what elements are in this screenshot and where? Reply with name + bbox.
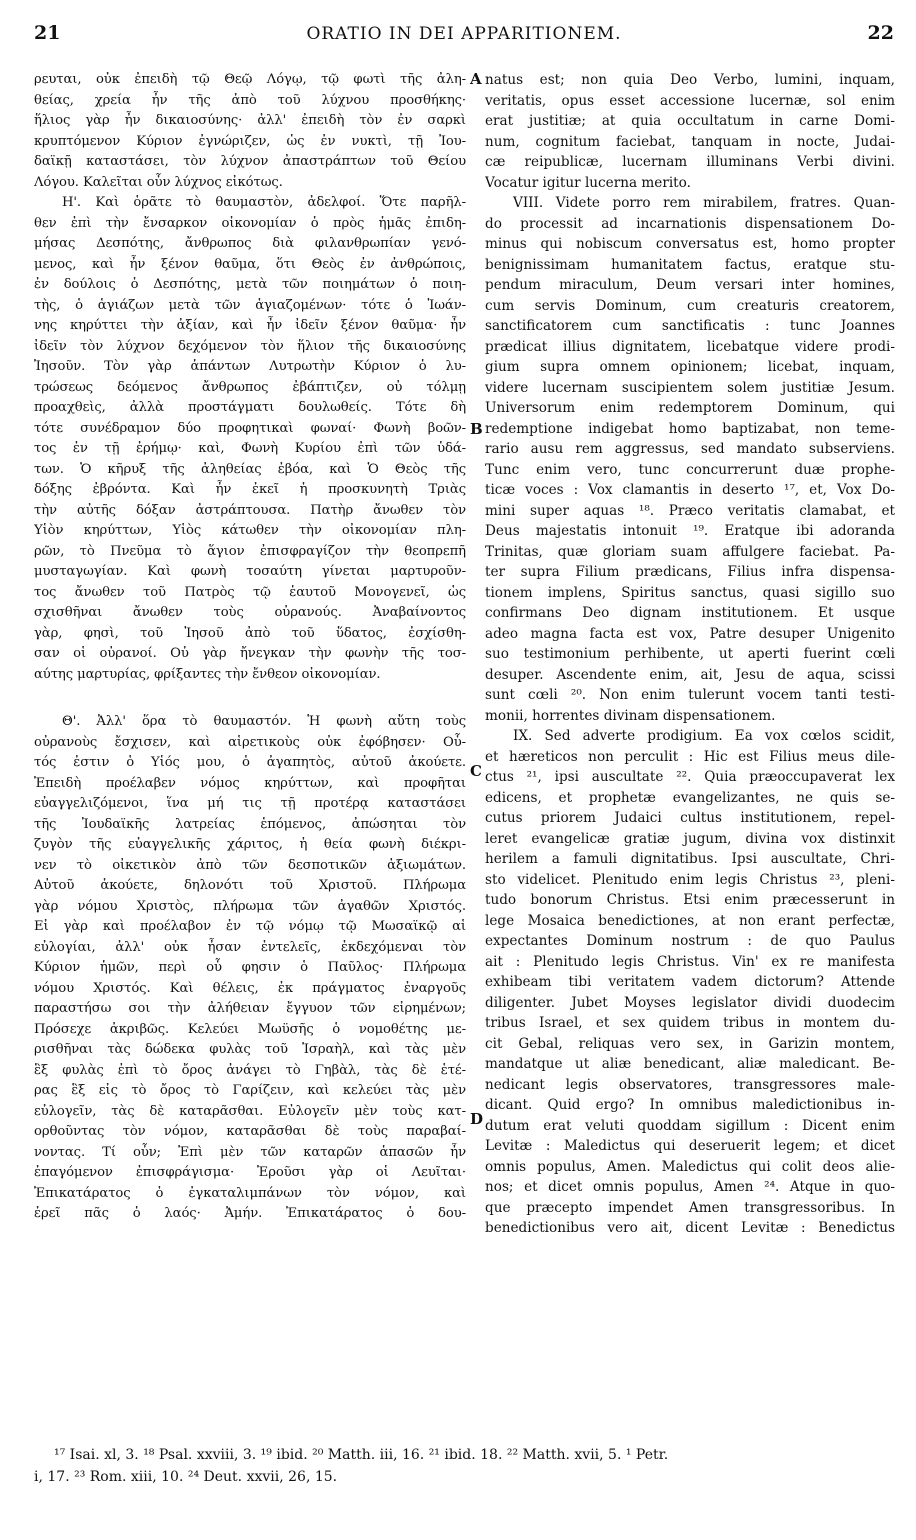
greek-text-line: παραστήσω σοι τὴν ἀλήθειαν ἔγγυον τῶν εἰρημένων;	[34, 1001, 466, 1016]
greek-text-line: δόξης ἐβρόντα. Καὶ ἦν ἐκεῖ ἡ προσκυνητὴ Τριὰς	[34, 482, 466, 497]
greek-text-line: Υἱὸν κηρύττων, Υἱὸς κάτωθεν τὴν οἰκονομίαν πλη-	[34, 523, 466, 538]
latin-text-line: do processit ad incarnationis dispensationem Do-	[485, 215, 895, 232]
latin-text-line: et hæreticos non perculit : Hic est Filius meus dile-	[485, 748, 895, 765]
greek-column	[34, 70, 466, 1225]
latin-text-line: prædicat illius dignitatem, licebatque videre prodi-	[485, 338, 895, 355]
latin-text-line: num, cognitum faciebat, tanquam in nocte, Judai-	[485, 133, 895, 150]
greek-text-line: ρας ἓξ εἰς τὸ ὄρος τὸ Γαρίζειν, καὶ κελεύει τὰς μὲν	[34, 1083, 466, 1098]
greek-text-line: Λόγου. Καλεῖται οὖν λύχνος εἰκότως.	[34, 174, 283, 190]
greek-text-line: Αὐτοῦ ἀκούετε, δηλονότι τοῦ Χριστοῦ. Πλήρωμα	[34, 878, 466, 893]
latin-text-line: lege Mosaica benedictiones, at non erant perfectæ,	[485, 912, 895, 929]
latin-text-line: cæ reipublicæ, lucernam illuminans Verbi divini.	[485, 154, 895, 170]
latin-text-line: dicant. Quid ergo? In omnibus maledictionibus in-	[485, 1097, 895, 1113]
latin-text-line: omnis populus, Amen. Maledictus qui colit deos alie-	[485, 1158, 895, 1175]
latin-text-line: confirmans Deo dignam institutionem. Et usque	[485, 605, 895, 621]
greek-text-line: ρευται, οὐκ ἐπειδὴ τῷ Θεῷ Λόγῳ, τῷ φωτὶ τῆς ἀλη-	[34, 72, 466, 87]
greek-text-line: ἥλιος γὰρ ἦν δικαιοσύνης· ἀλλ' ἐπειδὴ τὸν ἐν σαρκὶ	[34, 113, 466, 128]
greek-text-line: σαν οἱ οὐρανοί. Οὐ γὰρ ἤνεγκαν τὴν φωνὴν τῆς τοσ-	[34, 646, 466, 661]
greek-text-line: Ἐπικατάρατος ὁ ἐγκαταλιμπάνων τὸν νόμον, καὶ	[34, 1185, 466, 1201]
greek-text-line: μήσας Δεσπότης, ἄνθρωπος διὰ φιλανθρωπίαν γενό-	[34, 236, 466, 251]
greek-text-line: δαϊκῇ καταστάσει, τὸν λύχνον ἀπαστράπτων τοῦ Θείου	[34, 154, 466, 169]
latin-text-line: natus est; non quia Deo Verbo, lumini, inquam,	[485, 72, 895, 88]
margin-letter-b: B	[470, 420, 483, 438]
latin-text-line: veritatis, opus esset accessione lucernæ, sol enim	[485, 92, 895, 109]
greek-text-line: αύτης μαρτυρίας, φρίξαντες τὴν ἔνθεον οἰκονομίαν.	[34, 666, 381, 682]
latin-text-line: Vocatur igitur lucerna merito.	[485, 174, 691, 191]
latin-text-line: suo testimonium perhibente, ut aperti fuerint cœli	[485, 646, 895, 662]
latin-text-line: desuper. Ascendente enim, ait, Jesu de aqua, scissi	[485, 666, 895, 683]
greek-text-line: Ἐπειδὴ προέλαβεν νόμος κηρύττων, καὶ προφῆται	[34, 775, 466, 791]
greek-text-line: νόμου Χριστός. Καὶ θέλεις, ἐκ πράγματος ἐναργοῦς	[34, 980, 466, 996]
greek-text-line: τότε συνέδραμον δύο προφητικαὶ φωναί· Φωνὴ βοῶν-	[34, 420, 466, 436]
greek-text-line: Θ'. Ἀλλ' ὅρα τὸ θαυμαστόν. Ἡ φωνὴ αὕτη τοὺς	[62, 714, 466, 729]
greek-text-line: εὐλογίαι, ἀλλ' οὐκ ἦσαν ἐντελεῖς, ἐκδεχόμεναι τὸν	[34, 939, 466, 955]
latin-text-line: benignissimam humanitatem factus, eratque stu-	[485, 256, 895, 273]
greek-text-line: ορθοῦντας τὸν νόμον, καταρᾶσθαι δὲ τοὺς παραβαί-	[34, 1124, 466, 1139]
latin-text-line: redemptione indigebat homo baptizabat, non teme-	[485, 420, 895, 437]
greek-text-line: ρῶν, τὸ Πνεῦμα τὸ ἅγιον ἐπισφραγίζον τὴν θεοπρεπῆ	[34, 543, 466, 559]
greek-text-line: ἰδεῖν τὸν λύχνον δεχόμενον τὸν ἥλιον τῆς δικαιοσύνης	[34, 338, 466, 354]
greek-text-line: κρυπτόμενον Κύριον ἐγνώριζεν, ὡς ἐν νυκτὶ, τῇ Ἰου-	[34, 133, 466, 149]
greek-text-line: μυσταγωγίαν. Καὶ φωνὴ τοσαύτη γίνεται μαρτυροῦν-	[34, 564, 466, 579]
latin-text-line: sanctificatorem cum sanctificatis : tunc Joannes	[485, 318, 895, 334]
latin-text-line: dutum erat veluti quoddam sigillum : Dicent enim	[485, 1117, 895, 1134]
latin-text-line: Deus majestatis intonuit ¹⁹. Eratque ibi adoranda	[485, 523, 895, 539]
latin-text-line: nedicant legis observatores, transgressores male-	[485, 1076, 895, 1093]
latin-text-line: ter supra Filium prædicans, Filius infra dispensa-	[485, 564, 895, 580]
greek-text-line: τὴν αὐτῆς δόξαν ἀστράπτουσα. Πατὴρ ἄνωθεν τὸν	[34, 502, 466, 518]
margin-letter-a: A	[470, 70, 482, 88]
margin-letter-d: D	[470, 1110, 484, 1128]
greek-text-line: νης κηρύττει τὴν ἀξίαν, καὶ ἦν ἰδεῖν ξένον θαῦμα· ἦν	[34, 318, 466, 333]
latin-text-line: mini super aquas ¹⁸. Præco veritatis clamabat, et	[485, 502, 895, 519]
latin-text-line: ticæ voces : Vox clamantis in deserto ¹⁷, et, Vox Do-	[485, 482, 895, 498]
greek-text-line: των. Ὁ κῆρυξ τῆς ἀληθείας ἐβόα, καὶ Ὁ Θεὸς τῆς	[34, 461, 466, 477]
latin-text-line: tudo bonorum Christus. Etsi enim præcesserunt in	[485, 892, 895, 908]
latin-text-line: monii, horrentes divinam dispensationem.	[485, 707, 776, 724]
greek-text-line: ἓξ φυλὰς ἐπὶ τὸ ὄρος ἀνάγει τὸ Γηβὰλ, τὰς δὲ ἑτέ-	[34, 1062, 466, 1078]
latin-text-line: mandatque ut aliæ benedicant, aliæ maledicant. Be-	[485, 1056, 895, 1072]
greek-text-line: ἐπαγόμενον ἐπισφράγισμα· Ἐροῦσι γὰρ οἱ Λευῖται·	[34, 1165, 466, 1180]
greek-text-line: οὐρανοὺς ἔσχισεν, καὶ αἱρετικοὺς οὐκ ἐφόβησεν· Οὗ-	[34, 734, 466, 750]
greek-text-line: ζυγὸν τῆς εὐαγγελικῆς χάριτος, ἡ θεία φωνὴ διέκρι-	[34, 837, 466, 852]
footnotes	[34, 1444, 894, 1488]
greek-text-line: τός ἐστιν ὁ Υἱός μου, ὁ ἀγαπητὸς, αὐτοῦ ἀκούετε.	[34, 755, 466, 770]
greek-text-line: τὴς, ὁ ἁγιάζων μετὰ τῶν ἁγιαζομένων· τότε ὁ Ἰωάν-	[34, 297, 466, 313]
latin-text-line: erat justitiæ; at quia occultatum in carne Domi-	[485, 113, 895, 129]
greek-text-line: νεν τὸ οἰκετικὸν ἀπὸ τῶν δεσποτικῶν ἀξιωμάτων.	[34, 857, 466, 873]
latin-text-line: nos; et dicet omnis populus, Amen ²⁴. Atque in quo-	[485, 1179, 895, 1195]
latin-text-line: Universorum enim redemptorem Dominum, qui	[485, 400, 895, 416]
latin-text-line: videre lucernam suscipientem solem justitiæ Jesum.	[485, 379, 895, 396]
greek-text-line: γὰρ, φησὶ, τοῦ Ἰησοῦ ἀπὸ τοῦ ὕδατος, ἐσχίσθη-	[34, 625, 466, 641]
greek-text-line: ἐρεῖ πᾶς ὁ λαός· Ἀμήν. Ἐπικατάρατος ὁ δου-	[34, 1206, 466, 1221]
greek-text-line: προαχθεὶς, ἀλλὰ προστάγματι δουλωθείς. Τότε δὴ	[34, 400, 466, 415]
latin-column	[485, 70, 895, 1239]
greek-text-line: Η'. Καὶ ὁρᾶτε τὸ θαυμαστὸν, ἀδελφοί. Ὅτε παρῆλ-	[62, 195, 466, 210]
latin-text-line: adeo magna facta est vox, Patre desuper Unigenito	[485, 625, 895, 642]
greek-text-line: τος ἄνωθεν τοῦ Πατρὸς τῷ ἑαυτοῦ Μονογενεῖ, ὡς	[34, 584, 466, 600]
greek-text-line: Εἰ γὰρ καὶ προέλαβον ἐν τῷ νόμῳ τῷ Μωσαϊκῷ αἱ	[34, 919, 466, 934]
latin-text-line: exhibeam tibi veritatem vadem dictorum? Attende	[485, 974, 895, 990]
greek-text-line: νοντας. Τί οὖν; Ἐπὶ μὲν τῶν καταρῶν ἁπασῶν ἦν	[34, 1144, 466, 1160]
greek-text-line: ἐν δούλοις ὁ Δεσπότης, μετὰ τῶν ποιημάτων ὁ ποιη-	[34, 277, 466, 292]
latin-text-line: cum servis Dominum, cum creaturis creatorem,	[485, 297, 895, 314]
greek-text-line: Κύριον ἡμῶν, περὶ οὗ φησιν ὁ Παῦλος· Πλήρωμα	[34, 960, 466, 975]
footnote-line: i, 17. ²³ Rom. xiii, 10. ²⁴ Deut. xxvii, 26, 15.	[34, 1469, 338, 1485]
footnote-line: ¹⁷ Isai. xl, 3. ¹⁸ Psal. xxviii, 3. ¹⁹ ibid. ²⁰ Matth. iii, 16. ²¹ ibid. 18. ²² Matth. xvii, 5. ¹ Petr.	[54, 1447, 669, 1463]
latin-text-line: IX. Sed adverte prodigium. Ea vox cœlos scidit,	[513, 728, 895, 744]
latin-text-line: herilem a famuli dignitatibus. Ipsi auscultate, Chri-	[485, 851, 895, 867]
greek-text-line: τρώσεως δεόμενος ἄνθρωπος ἐβάπτιζεν, οὐ τόλμῃ	[34, 379, 466, 395]
latin-text-line: sto videlicet. Plenitudo enim legis Christus ²³, pleni-	[485, 871, 895, 888]
greek-text-line: μενος, καὶ ἦν ξένον θαῦμα, ὅτι Θεὸς ἐν ἀνθρώποις,	[34, 256, 466, 272]
running-title: ORATIO IN DEI APPARITIONEM.	[306, 24, 622, 44]
latin-text-line: cit Gebal, reliquas vero sex, in Garizin montem,	[485, 1035, 895, 1052]
greek-text-line: σχισθῆναι ἄνωθεν τοὺς οὐρανούς. Ἀναβαίνοντος	[34, 605, 466, 620]
page-header	[34, 22, 894, 52]
latin-text-line: rario ausu rem aggressus, sed mandato subserviens.	[485, 441, 895, 457]
greek-text-line: γὰρ νόμου Χριστὸς, πλήρωμα τῶν ἀγαθῶν Χριστός.	[34, 898, 466, 914]
greek-text-line: εὐλογεῖν, τὰς δὲ καταρᾶσθαι. Εὐλογεῖν μὲν τοὺς κατ-	[34, 1103, 466, 1119]
page-number-left: 21	[34, 22, 61, 44]
latin-text-line: sunt cœli ²⁰. Non enim tulerunt vocem tanti testi-	[485, 687, 895, 703]
latin-text-line: que præcepto impendet Amen transgressoribus. In	[485, 1199, 895, 1216]
latin-text-line: tionem implens, Spiritus sanctus, quasi sigillo suo	[485, 584, 895, 601]
greek-text-line: Ἰησοῦν. Τὸν γὰρ ἁπάντων Λυτρωτὴν Κύριον ὁ λυ-	[34, 359, 466, 374]
greek-text-line: θεν ἐπὶ τὴν ἔνσαρκον οἰκονομίαν ὁ πρὸς ἡμᾶς ἐπιδη-	[34, 215, 466, 231]
latin-text-line: ait : Plenitudo legis Christus. Vin' ex re manifesta	[485, 953, 895, 970]
latin-text-line: Levitæ : Maledictus qui deseruerit legem; et dicet	[485, 1138, 895, 1154]
greek-text-line: Πρόσεχε ἀκριβῶς. Κελεύει Μωϋσῆς ὁ νομοθέτης με-	[34, 1021, 466, 1037]
latin-text-line: leret evangelicæ gratiæ jugum, divina vox distinxit	[485, 830, 895, 847]
greek-text-line: τος ἐν τῇ ἐρήμῳ· καὶ, Φωνὴ Κυρίου ἐπὶ τῶν ὑδά-	[34, 441, 466, 456]
latin-text-line: tribus Israel, et sex quidem tribus in montem du-	[485, 1015, 895, 1031]
greek-text-line: τῆς Ἰουδαϊκῆς λατρείας ἑπόμενος, ἀπώσηται τὸν	[34, 816, 466, 832]
latin-text-line: VIII. Videte porro rem mirabilem, fratres. Quan-	[513, 195, 895, 211]
latin-text-line: pendum miraculum, Deum versari inter homines,	[485, 277, 895, 293]
greek-text-line	[34, 685, 466, 712]
greek-text-line: εὐαγγελιζόμενοι, ἵνα μή τις τῇ προτέρᾳ καταστάσει	[34, 796, 466, 811]
latin-text-line: Tunc enim vero, tunc concurrerunt duæ prophe-	[485, 461, 895, 478]
latin-text-line: benedictionibus vero ait, dicent Levitæ : Benedictus	[485, 1220, 895, 1236]
latin-text-line: edicens, et prophetæ evangelizantes, ne quis se-	[485, 789, 895, 806]
latin-text-line: gium supra omnem opinionem; licebat, inquam,	[485, 359, 895, 375]
latin-text-line: minus qui nobiscum conversatus est, homo propter	[485, 236, 895, 252]
latin-text-line: diligenter. Jubet Moyses legislator dividi duodecim	[485, 994, 895, 1011]
latin-text-line: cutus priorem Judaici cultus institutionem, repel-	[485, 810, 895, 826]
latin-text-line: expectantes Dominum nostrum : de quo Paulus	[485, 933, 895, 949]
page-number-right: 22	[867, 22, 894, 44]
latin-text-line: ctus ²¹, ipsi auscultate ²². Quia præoccupaverat lex	[485, 769, 895, 785]
margin-letter-c: C	[470, 762, 482, 780]
greek-text-line: ρισθῆναι τὰς δώδεκα φυλὰς τοῦ Ἰσραὴλ, καὶ τὰς μὲν	[34, 1042, 466, 1057]
greek-text-line: θείας, χρεία ἦν τῆς ἀπὸ τοῦ λύχνου προσθήκης·	[34, 92, 466, 108]
latin-text-line: Trinitas, quæ gloriam suam affulgere faciebat. Pa-	[485, 543, 895, 560]
